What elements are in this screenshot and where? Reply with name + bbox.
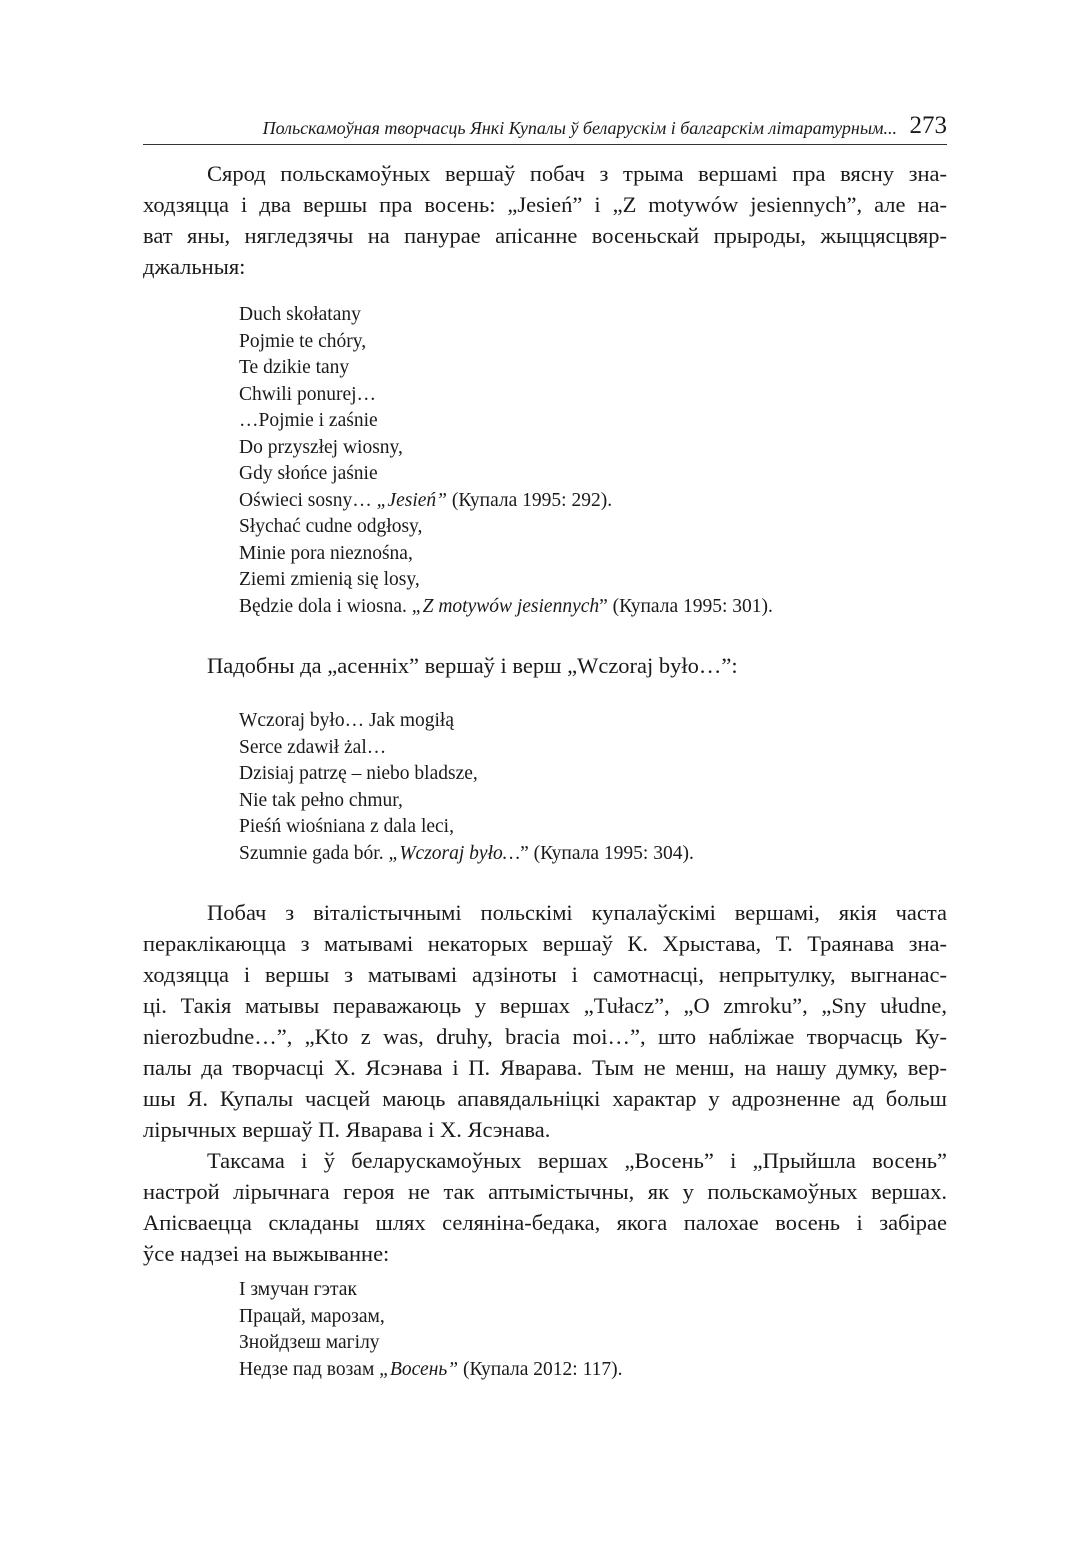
paragraph-line: Побач з віталістычнымі польскімі купалаўскімі вершамі, якія часта — [207, 900, 947, 925]
paragraph-line: ват яны, нягледзячы на панурае апісанне восеньскай прыроды, жыццясцвяр- — [143, 223, 947, 248]
verse-line: Do przyszłej wiosny, — [239, 436, 403, 458]
poem-title: „Jesień” — [376, 489, 447, 511]
verse-quote-1 — [239, 302, 773, 620]
paragraph-line: ці. Такія матывы пераважаюць у вершах „Tułacz”, „O zmroku”, „Sny ułudne, — [143, 993, 947, 1018]
verse-line-with-citation — [239, 841, 694, 868]
poem-title: „Z motywów jesiennych — [411, 595, 600, 617]
citation: ” (Купала 1995: 304). — [520, 842, 694, 864]
paragraph-line: nierozbudne…”, „Kto z was, druhy, bracia moi…”, што набліжае творчасць Ку- — [143, 1024, 947, 1049]
verse-text: Oświeci sosny… — [239, 489, 377, 511]
paragraph-4 — [143, 1145, 947, 1269]
citation: (Купала 2012: 117). — [458, 1358, 623, 1380]
verse-line: Wczoraj było… Jak mogiłą — [239, 710, 454, 731]
running-header — [143, 114, 947, 145]
verse-text: Недзе пад возам — [239, 1358, 380, 1380]
verse-line: Pojmie te chóry, — [239, 330, 367, 352]
page-number: 273 — [909, 112, 947, 139]
verse-line: Chwili ponurej… — [239, 383, 377, 405]
paragraph-2 — [143, 650, 947, 681]
verse-line: Ziemi zmienią się losy, — [239, 569, 420, 590]
paragraph-line: шы Я. Купалы часцей маюць апавядальніцкі характар у адрозненне ад больш — [143, 1086, 947, 1111]
paragraph-line: ходзяцца і вершы з матывамі адзіноты і самотнасці, непрытулку, выгнанас- — [143, 962, 947, 987]
verse-quote-3 — [239, 1277, 622, 1383]
citation: (Купала 1995: 292). — [447, 489, 613, 511]
running-header-title: Польскамоўная творчасць Янкі Купалы ў беларускім і балгарскім літаратурным... — [262, 118, 897, 138]
verse-line: …Pojmie i zaśnie — [239, 410, 378, 431]
verse-text: Szumnie gada bór. — [239, 842, 389, 864]
paragraph-line: ходзяцца і два вершы пра восень: „Jesień” і „Z motywów jesiennych”, але на- — [143, 192, 947, 217]
verse-line-with-citation — [239, 1357, 622, 1384]
verse-quote-2 — [239, 708, 694, 867]
paragraph-line: палы да творчасці Х. Ясэнава і П. Яварава. Тым не менш, на нашу думку, вер- — [143, 1055, 947, 1080]
paragraph-line: ўсе надзеі на выжыванне: — [143, 1241, 390, 1266]
verse-line: Pieśń wiośniana z dala leci, — [239, 816, 454, 837]
verse-line: Minie pora nieznośna, — [239, 542, 413, 564]
paragraph-line: Апісваецца складаны шлях селяніна-бедака, якога палохае восень і забірае — [143, 1210, 947, 1235]
poem-title: „Wczoraj było… — [388, 842, 521, 864]
paragraph-line: лірычных вершаў П. Яварава і Х. Ясэнава. — [143, 1117, 551, 1142]
verse-line: Gdy słońce jaśnie — [239, 463, 378, 484]
verse-line-with-citation — [239, 594, 773, 621]
verse-line: Duch skołatany — [239, 304, 361, 325]
verse-line: Dzisiaj patrzę – niebo bladsze, — [239, 763, 478, 784]
verse-line: Nie tak pełno chmur, — [239, 789, 403, 811]
verse-line: Serce zdawił żal… — [239, 736, 387, 758]
paragraph-1 — [143, 158, 947, 282]
paragraph-line: джальныя: — [143, 254, 246, 279]
citation: ” (Купала 1995: 301). — [599, 595, 773, 617]
paragraph-line: Падобны да „асенніх” вершаў і верш „Wczoraj było…”: — [207, 653, 738, 678]
verse-text: Będzie dola i wiosna. — [239, 595, 412, 617]
verse-line: Słychać cudne odgłosy, — [239, 516, 423, 537]
verse-line: І змучан гэтак — [239, 1279, 357, 1300]
verse-line: Te dzikie tany — [239, 357, 350, 378]
paragraph-line: пераклікаюцца з матывамі некаторых вершаў К. Хрыстава, Т. Траянава зна- — [143, 931, 947, 956]
paragraph-line: Таксама і ў беларускамоўных вершах „Восень” і „Прыйшла восень” — [207, 1148, 947, 1173]
poem-title: „Восень” — [379, 1358, 459, 1380]
paragraph-line: настрой лірычнага героя не так аптымістычны, як у польскамоўных вершах. — [143, 1179, 947, 1204]
verse-line: Працай, марозам, — [239, 1305, 385, 1327]
paragraph-line: Сярод польскамоўных вершаў побач з трыма вершамі пра вясну зна- — [207, 161, 947, 186]
verse-line: Знойдзеш магілу — [239, 1332, 380, 1353]
verse-line-with-citation — [239, 488, 773, 515]
paragraph-3 — [143, 897, 947, 1145]
